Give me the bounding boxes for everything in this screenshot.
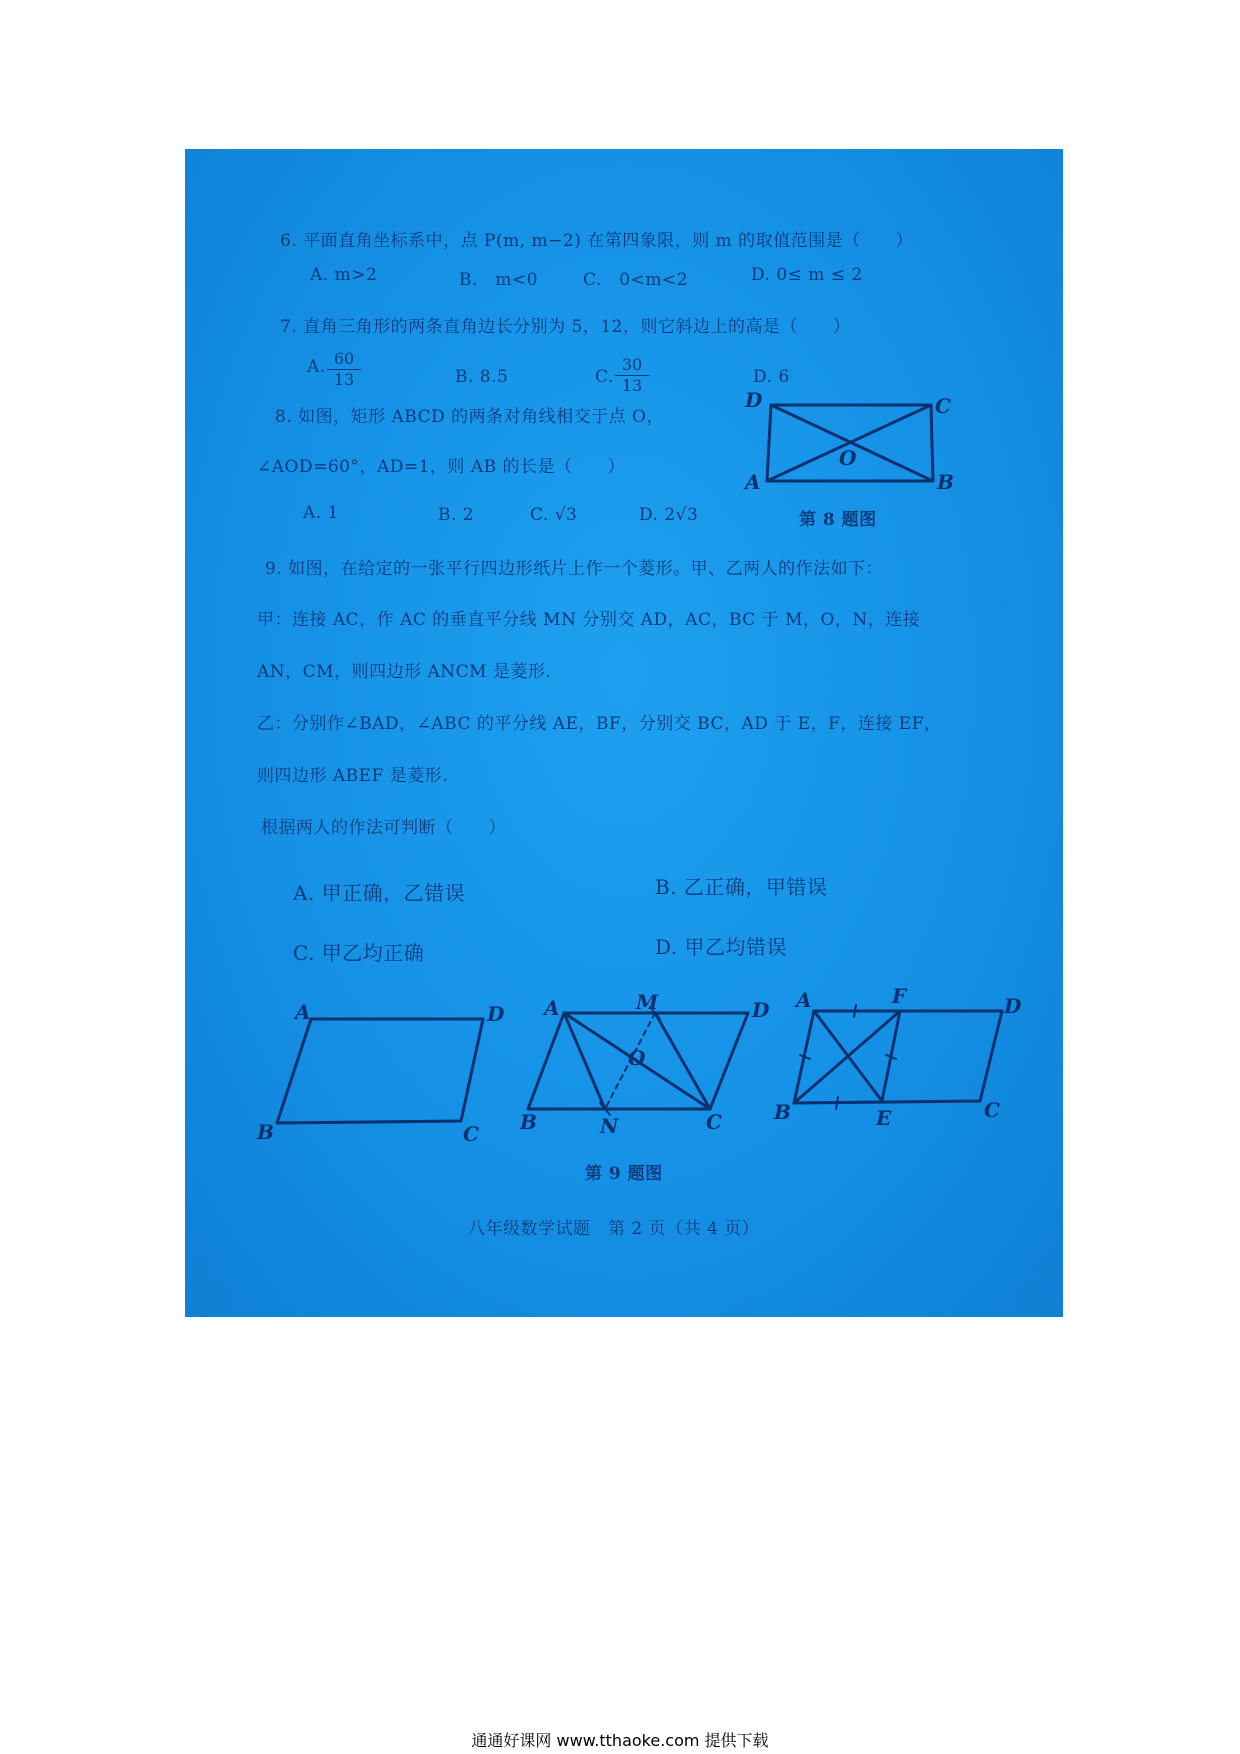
q9-option-d: D. 甲乙均错误 xyxy=(655,935,788,959)
q9-option-c: C. 甲乙均正确 xyxy=(293,941,425,965)
q8-label-a: A xyxy=(745,470,761,494)
q7-option-a-label: A. xyxy=(307,357,326,377)
q9-fig3-tick-af xyxy=(854,1005,856,1017)
q7-c-numerator: 30 xyxy=(615,355,649,376)
q8-label-d: D xyxy=(745,389,763,412)
q6-option-d: D. 0≤ m ≤ 2 xyxy=(751,265,863,285)
q9-fig1-label-d: D xyxy=(487,1002,505,1026)
q7-a-denominator: 13 xyxy=(333,370,355,389)
q9-figure-2 xyxy=(520,989,780,1149)
q7-option-c-fraction xyxy=(615,355,649,396)
q9-fig2-label-m: M xyxy=(636,990,659,1014)
q9-fig3-label-f: F xyxy=(892,984,907,1008)
q9-fig2-label-o: O xyxy=(628,1046,646,1070)
q9-fig2-label-a: A xyxy=(544,996,560,1020)
q9-fig2-label-d: D xyxy=(752,998,770,1022)
q9-fig3-label-d: D xyxy=(1004,994,1022,1018)
q8-label-o: O xyxy=(839,446,857,470)
q9-fig3-label-e: E xyxy=(876,1106,892,1130)
q6-option-c: C. 0<m<2 xyxy=(583,270,689,290)
q8-label-b: B xyxy=(937,470,954,494)
q9-fig3-label-b: B xyxy=(774,1100,791,1124)
q9-jia-line1: 甲：连接 AC，作 AC 的垂直平分线 MN 分别交 AD，AC，BC 于 M，O，N，连接 xyxy=(257,610,921,630)
q9-fig1-label-b: B xyxy=(257,1120,274,1144)
q8-stem-line2: ∠AOD=60°，AD=1，则 AB 的长是（ ） xyxy=(257,457,626,477)
q7-option-b: B. 8.5 xyxy=(455,367,509,387)
q8-label-c: C xyxy=(935,394,951,418)
q9-option-a: A. 甲正确，乙错误 xyxy=(293,881,466,905)
q9-stem: 9. 如图，在给定的一张平行四边形纸片上作一个菱形。甲、乙两人的作法如下： xyxy=(265,559,884,579)
download-footer: 通通好课网 www.tthaoke.com 提供下载 xyxy=(471,1731,769,1750)
q8-rectangle-figure xyxy=(741,389,961,499)
q8-option-d: D. 2√3 xyxy=(639,505,699,525)
q9-fig1-label-a: A xyxy=(295,1000,311,1024)
q9-figure-3 xyxy=(772,979,1032,1139)
q9-fig2-label-c: C xyxy=(706,1110,722,1134)
q9-option-b: B. 乙正确，甲错误 xyxy=(655,875,828,899)
scanned-exam-page xyxy=(185,149,1063,1317)
q9-fig3-tick-be xyxy=(836,1097,838,1109)
q6-option-a: A. m>2 xyxy=(310,265,378,285)
q8-stem-line1: 8. 如图，矩形 ABCD 的两条对角线相交于点 O， xyxy=(275,407,664,427)
q9-yi-line1: 乙：分别作∠BAD，∠ABC 的平分线 AE，BF，分别交 BC，AD 于 E，F，连接 EF， xyxy=(257,714,942,734)
q7-stem: 7. 直角三角形的两条直角边长分别为 5，12，则它斜边上的高是（ ） xyxy=(280,317,851,337)
q9-fig3-label-a: A xyxy=(796,988,812,1012)
q9-fig1-parallelogram xyxy=(277,1019,483,1123)
q9-fig2-label-b: B xyxy=(520,1110,537,1134)
q6-stem: 6. 平面直角坐标系中，点 P(m, m−2) 在第四象限，则 m 的取值范围是（ ） xyxy=(280,231,914,251)
q8-option-a: A. 1 xyxy=(303,503,339,523)
q9-yi-line2: 则四边形 ABEF 是菱形. xyxy=(257,766,449,786)
q9-figure-1 xyxy=(255,999,505,1159)
q7-option-c-label: C. xyxy=(595,367,614,387)
q9-fig2-label-n: N xyxy=(600,1114,619,1138)
page-footer: 八年级数学试题 第 2 页（共 4 页） xyxy=(468,1219,760,1239)
q9-fig3-label-c: C xyxy=(984,1098,1000,1122)
q9-jia-line2: AN，CM，则四边形 ANCM 是菱形. xyxy=(257,662,552,682)
q7-c-denominator: 13 xyxy=(621,376,643,395)
q9-fig2-line-cm xyxy=(655,1013,710,1109)
q9-ask: 根据两人的作法可判断（ ） xyxy=(261,818,506,838)
q8-option-c: C. √3 xyxy=(530,505,578,525)
q8-figure-caption: 第 8 题图 xyxy=(799,510,877,530)
q9-fig1-label-c: C xyxy=(463,1122,479,1146)
q9-figure-caption: 第 9 题图 xyxy=(585,1164,663,1184)
q7-option-a-fraction xyxy=(327,349,361,390)
q7-a-numerator: 60 xyxy=(327,349,361,370)
q8-option-b: B. 2 xyxy=(438,505,475,525)
q7-option-d: D. 6 xyxy=(753,367,790,387)
q6-option-b: B. m<0 xyxy=(459,270,539,290)
